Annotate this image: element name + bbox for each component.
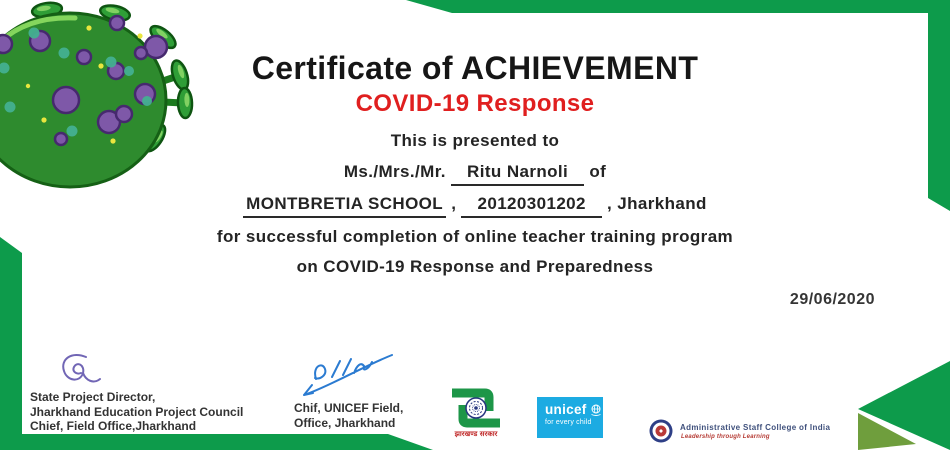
jharkhand-logo-caption: झारखण्ड सरकार [454, 430, 498, 438]
issue-date: 29/06/2020 [789, 291, 875, 308]
salutation-label: Ms./Mrs./Mr. [343, 162, 446, 181]
presented-label: This is presented to [390, 131, 560, 150]
recipient-line [0, 162, 950, 186]
school-name: MONTBRETIA SCHOOL [243, 194, 446, 218]
signatory-1-block [30, 390, 243, 434]
asci-emblem-icon [648, 418, 674, 444]
unicef-logo [537, 397, 603, 438]
asci-name: Administrative Staff College of India [680, 423, 831, 432]
signatory-2-block [294, 401, 403, 430]
separator: , [451, 194, 457, 213]
asci-tagline: Leadership through Learning [681, 434, 770, 440]
signatory-line: Office, Jharkhand [294, 415, 396, 430]
unicef-wordmark: unicef [545, 402, 587, 417]
certificate-title: Certificate of ACHIEVEMENT [251, 50, 699, 86]
signature-state-project-director [50, 351, 112, 389]
unicef-globe-icon [590, 404, 602, 416]
recipient-name: Ritu Narnoli [451, 162, 584, 186]
signature-unicef-chief [300, 353, 396, 399]
school-code: 20120301202 [461, 194, 601, 218]
certificate-subtitle: COVID-19 Response [355, 90, 595, 117]
jharkhand-government-logo [444, 385, 508, 431]
signatory-line: Jharkhand Education Project Council [30, 404, 244, 419]
unicef-tagline: for every child [545, 419, 592, 426]
signatory-line: State Project Director, [30, 390, 156, 404]
signatory-line: Chif, UNICEF Field, [294, 401, 404, 415]
completion-line-1: for successful completion of online teacher training program [216, 227, 734, 246]
state-label: , Jharkhand [607, 194, 707, 213]
completion-line-2: on COVID-19 Response and Preparedness [296, 257, 654, 276]
signatory-line: Chief, Field Office,Jharkhand [30, 419, 197, 433]
of-label: of [589, 162, 607, 181]
school-line [0, 194, 950, 218]
